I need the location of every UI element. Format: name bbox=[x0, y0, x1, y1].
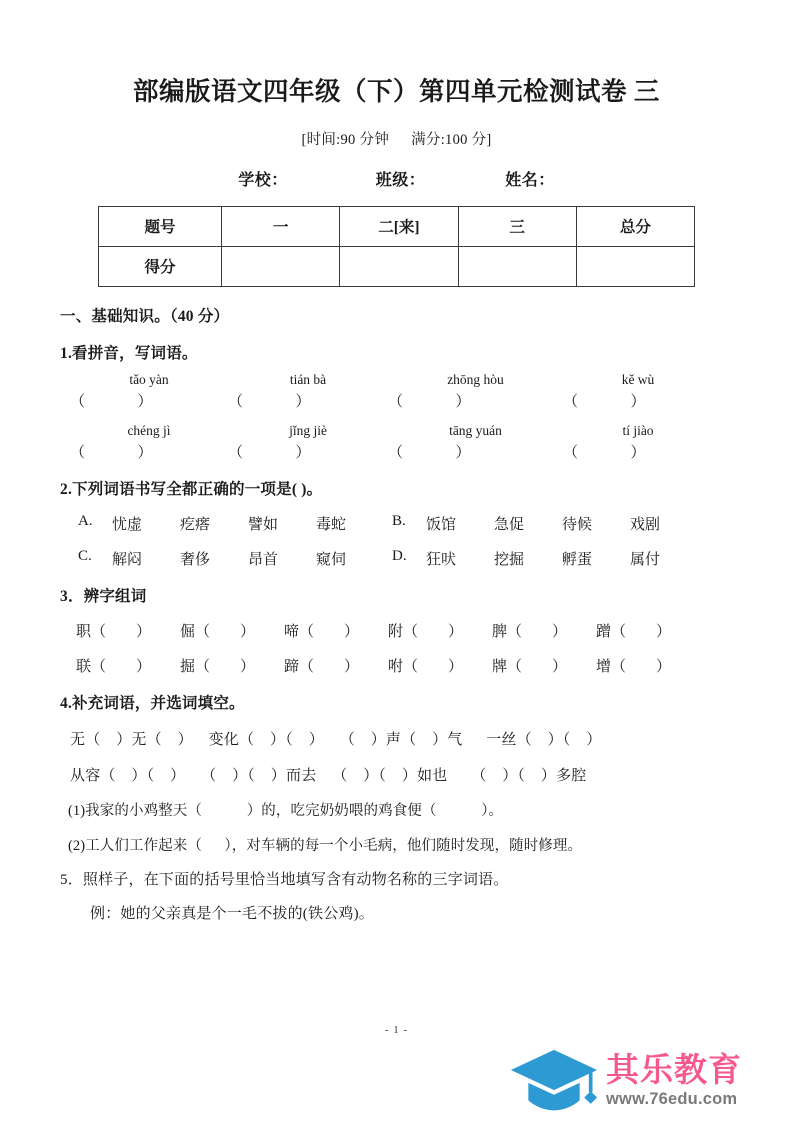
school-label: 学校： bbox=[238, 171, 288, 189]
table-row bbox=[99, 246, 695, 286]
question-5-heading: 5．照样子，在下面的括号里恰当地填写含有动物名称的三字词语。 bbox=[60, 871, 509, 888]
pinyin-1-4: kě wù bbox=[621, 371, 655, 387]
score-table-col-3: 三 bbox=[458, 206, 576, 246]
answer-blank-2-4[interactable]: （ ） bbox=[563, 444, 646, 461]
score-table bbox=[98, 206, 695, 287]
question-4-sentence-1[interactable]: (1)我家的小鸡整天（ ）的，吃完奶奶喂的鸡食便（ ）。 bbox=[68, 802, 504, 819]
char-pair-1-6[interactable]: 蹭（ ） bbox=[596, 623, 672, 640]
pinyin-1-3: zhōng hòu bbox=[447, 371, 504, 387]
option-letter-b: B. bbox=[392, 512, 406, 529]
site-watermark-logo bbox=[508, 1044, 788, 1118]
exam-duration: [时间:90 分钟 bbox=[301, 131, 390, 148]
char-pair-2-2[interactable]: 掘（ ） bbox=[180, 658, 256, 675]
question-2-options-row-1 bbox=[60, 513, 733, 534]
char-pair-1-5[interactable]: 脾（ ） bbox=[492, 623, 568, 640]
option-c-word-4[interactable]: 窥伺 bbox=[316, 551, 347, 568]
option-a-word-3[interactable]: 譬如 bbox=[248, 516, 279, 533]
score-cell-1[interactable] bbox=[222, 246, 340, 286]
question-3-row-1 bbox=[60, 620, 733, 641]
logo-text-block bbox=[606, 1053, 742, 1109]
char-pair-2-5[interactable]: 牌（ ） bbox=[492, 658, 568, 675]
question-4-sentence-2[interactable]: (2)工人们工作起来（ ），对车辆的每一个小毛病，他们随时发现，随时修理。 bbox=[68, 837, 583, 854]
answer-blank-1-2[interactable]: （ ） bbox=[228, 393, 311, 410]
char-pair-2-1[interactable]: 联（ ） bbox=[76, 658, 152, 675]
score-table-col-2: 二[来] bbox=[340, 206, 458, 246]
question-5-example: 例：她的父亲真是个一毛不拔的(铁公鸡)。 bbox=[90, 905, 374, 922]
pinyin-1-2: tián bà bbox=[289, 371, 327, 387]
option-letter-a: A. bbox=[78, 512, 93, 529]
option-letter-d: D. bbox=[392, 547, 407, 564]
exam-total-score: 满分:100 分] bbox=[411, 131, 492, 148]
score-table-row-label: 题号 bbox=[99, 206, 222, 246]
option-a-word-4[interactable]: 毒蛇 bbox=[316, 516, 347, 533]
option-a-word-1[interactable]: 忧虚 bbox=[112, 516, 143, 533]
char-pair-2-4[interactable]: 咐（ ） bbox=[388, 658, 464, 675]
idiom-fill-row-2[interactable]: 从容（ ）（ ） （ ）（ ）而去 （ ）（ ）如也 （ ）（ ）多腔 bbox=[70, 767, 587, 784]
score-table-wrapper bbox=[60, 206, 733, 287]
option-c-word-1[interactable]: 解闷 bbox=[112, 551, 143, 568]
idiom-fill-row-1[interactable]: 无（ ）无（ ） 变化（ ）（ ） （ ）声（ ）气 一丝（ ）（ ） bbox=[70, 731, 602, 748]
class-label: 班级： bbox=[375, 171, 426, 189]
pinyin-2-2: jǐng jiè bbox=[289, 422, 327, 438]
question-1-heading: 1.看拼音，写词语。 bbox=[60, 344, 198, 362]
question-3-heading: 3．辨字组词 bbox=[60, 587, 147, 605]
answer-blank-row bbox=[60, 390, 733, 411]
pinyin-group-2 bbox=[60, 423, 733, 462]
pinyin-group-1 bbox=[60, 372, 733, 411]
answer-blank-1-1[interactable]: （ ） bbox=[70, 393, 153, 410]
pinyin-2-1: chéng jì bbox=[127, 422, 171, 438]
answer-blank-2-3[interactable]: （ ） bbox=[388, 444, 471, 461]
char-pair-1-3[interactable]: 啼（ ） bbox=[284, 623, 360, 640]
score-cell-total[interactable] bbox=[576, 246, 694, 286]
name-label: 姓名： bbox=[505, 171, 555, 189]
char-pair-1-4[interactable]: 附（ ） bbox=[388, 623, 464, 640]
student-identity-line bbox=[60, 167, 733, 190]
pinyin-1-1: tǎo yàn bbox=[129, 371, 169, 387]
score-table-col-total: 总分 bbox=[576, 206, 694, 246]
option-d-word-1[interactable]: 狂吠 bbox=[426, 551, 457, 568]
logo-website-url: www.76edu.com bbox=[606, 1089, 738, 1108]
logo-brand-name: 其乐教育 bbox=[606, 1051, 742, 1089]
char-pair-1-1[interactable]: 职（ ） bbox=[76, 623, 152, 640]
answer-blank-2-2[interactable]: （ ） bbox=[228, 444, 311, 461]
option-b-word-1[interactable]: 饭馆 bbox=[426, 516, 457, 533]
char-pair-2-6[interactable]: 增（ ） bbox=[596, 658, 672, 675]
option-b-word-4[interactable]: 戏剧 bbox=[630, 516, 661, 533]
option-d-word-2[interactable]: 挖掘 bbox=[494, 551, 525, 568]
option-b-word-3[interactable]: 待候 bbox=[562, 516, 593, 533]
option-d-word-3[interactable]: 孵蛋 bbox=[562, 551, 593, 568]
pinyin-2-4: tí jiào bbox=[622, 422, 654, 438]
page-number: - 1 - bbox=[384, 1024, 409, 1036]
exam-meta bbox=[60, 128, 733, 149]
score-cell-3[interactable] bbox=[458, 246, 576, 286]
option-c-word-3[interactable]: 昂首 bbox=[248, 551, 279, 568]
char-pair-2-3[interactable]: 蹄（ ） bbox=[284, 658, 360, 675]
section-one-heading: 一、基础知识。（40 分） bbox=[60, 307, 230, 325]
score-table-row-label: 得分 bbox=[99, 246, 222, 286]
answer-blank-1-3[interactable]: （ ） bbox=[388, 393, 471, 410]
table-row bbox=[99, 206, 695, 246]
answer-blank-2-1[interactable]: （ ） bbox=[70, 444, 153, 461]
char-pair-1-2[interactable]: 倔（ ） bbox=[180, 623, 256, 640]
graduation-cap-icon bbox=[508, 1048, 600, 1114]
pinyin-2-3: tāng yuán bbox=[449, 422, 502, 438]
question-3-row-2 bbox=[60, 655, 733, 676]
pinyin-row bbox=[60, 423, 733, 439]
option-b-word-2[interactable]: 急促 bbox=[494, 516, 525, 533]
question-4-heading: 4.补充词语，并选词填空。 bbox=[60, 694, 245, 712]
option-d-word-4[interactable]: 属付 bbox=[630, 551, 661, 568]
score-table-col-1: 一 bbox=[222, 206, 340, 246]
option-a-word-2[interactable]: 疙瘩 bbox=[180, 516, 211, 533]
page-title: 部编版语文四年级（下）第四单元检测试卷 三 bbox=[133, 77, 660, 106]
question-2-heading: 2.下列词语书写全都正确的一项是( )。 bbox=[60, 480, 323, 498]
option-c-word-2[interactable]: 奢侈 bbox=[180, 551, 211, 568]
answer-blank-row bbox=[60, 441, 733, 462]
answer-blank-1-4[interactable]: （ ） bbox=[563, 393, 646, 410]
score-cell-2[interactable] bbox=[340, 246, 458, 286]
pinyin-row bbox=[60, 372, 733, 388]
question-2-options-row-2 bbox=[60, 548, 733, 569]
option-letter-c: C. bbox=[78, 547, 92, 564]
